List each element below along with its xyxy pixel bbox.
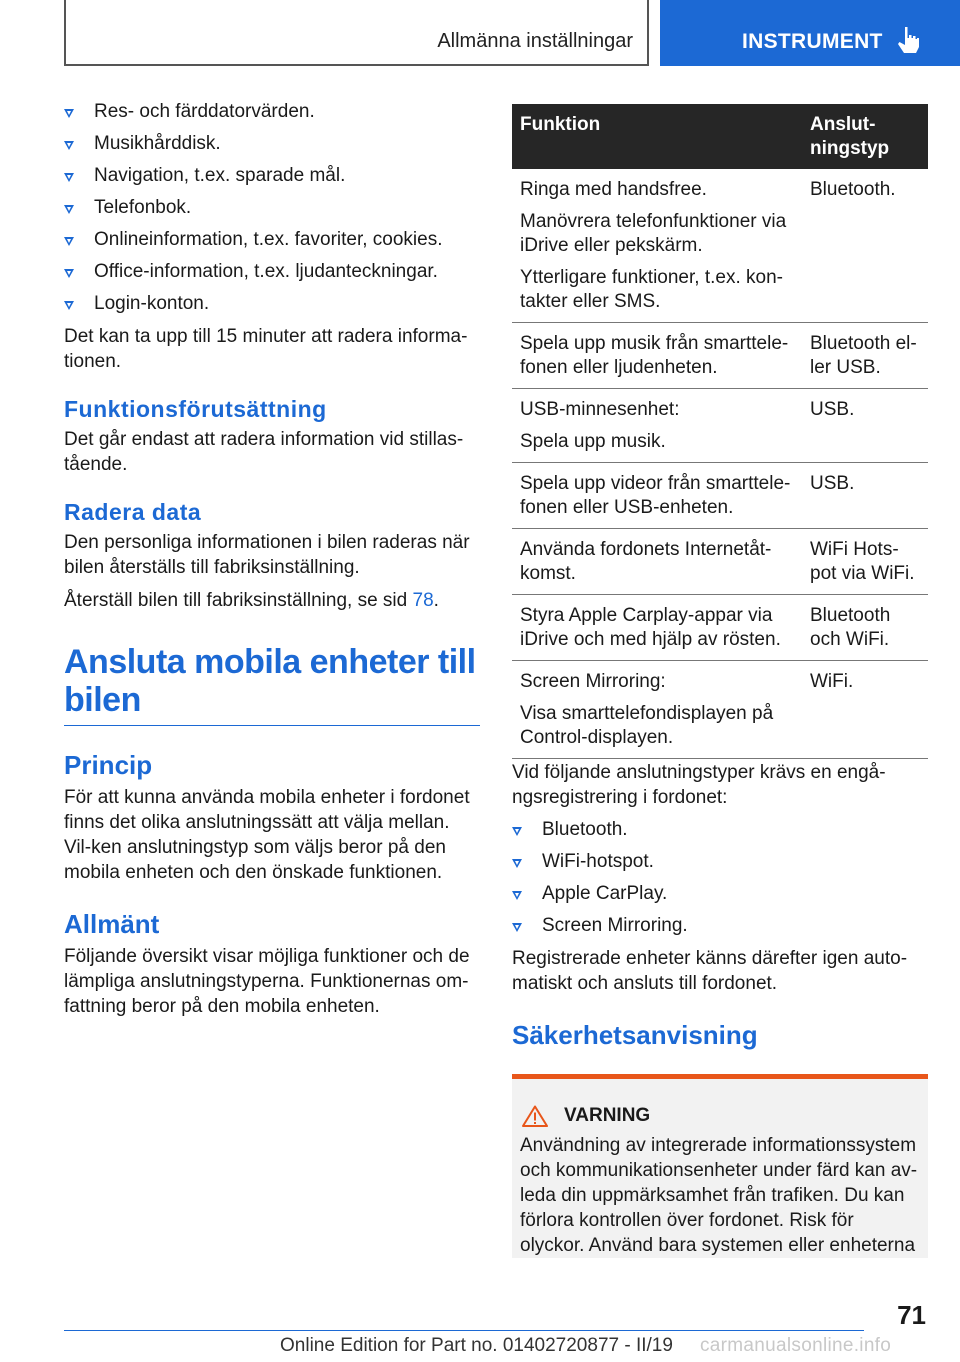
bullet-triangle-icon — [512, 923, 522, 932]
page-number: 71 — [897, 1300, 926, 1330]
list-item: Bluetooth. — [512, 818, 928, 842]
data-bullet-list — [64, 100, 480, 316]
footer-edition: Online Edition for Part no. 01402720877 - II/19 — [280, 1335, 673, 1356]
table-row — [512, 595, 928, 661]
bullet-triangle-icon — [512, 859, 522, 868]
prerequisite-heading: Funktionsförutsättning — [64, 396, 327, 422]
bullet-triangle-icon — [64, 237, 74, 246]
table-row — [512, 323, 928, 389]
table-cell-connection: Bluetooth och WiFi. — [802, 595, 928, 661]
column-header-connection: Anslut- ningstyp — [802, 104, 928, 169]
delete-data-paragraph: Den personliga informationen i bilen raderas när bilen återställs till fabriksinställning. — [64, 532, 470, 578]
general-paragraph: Följande översikt visar möjliga funktioner och de lämpliga anslutningstyperna. Funktionernas om-fattning beror på den mobila enheten. — [64, 946, 470, 1017]
list-item: Screen Mirroring. — [512, 914, 928, 938]
list-item: Onlineinformation, t.ex. favoriter, cookies. — [64, 228, 480, 252]
table-row — [512, 463, 928, 529]
prerequisite-paragraph: Det går endast att radera information vid stillas-tående. — [64, 429, 464, 475]
table-cell-connection: Bluetooth. — [802, 169, 928, 323]
warning-title: VARNING — [564, 1105, 651, 1126]
bullet-triangle-icon — [64, 141, 74, 150]
list-item: Apple CarPlay. — [512, 882, 928, 906]
safety-heading: Säkerhetsanvisning — [512, 1020, 758, 1050]
page-reference-link[interactable]: 78 — [412, 590, 434, 611]
connection-type-list — [512, 818, 928, 938]
auto-connect-paragraph: Registrerade enheter känns därefter igen auto-matiskt och ansluts till fordonet. — [512, 948, 908, 994]
principle-heading: Princip — [64, 750, 153, 780]
warning-icon — [522, 1105, 548, 1127]
header-chapter-tab[interactable] — [660, 0, 960, 66]
list-item: WiFi-hotspot. — [512, 850, 928, 874]
bullet-triangle-icon — [64, 205, 74, 214]
list-item: Musikhårddisk. — [64, 132, 480, 156]
bullet-triangle-icon — [64, 301, 74, 310]
delete-time-paragraph: Det kan ta upp till 15 minuter att radera informa-tionen. — [64, 326, 468, 372]
warning-box — [512, 1074, 928, 1258]
right-column — [512, 760, 928, 1051]
hand-pointer-icon — [896, 26, 920, 54]
bullet-triangle-icon — [512, 891, 522, 900]
header-chapter-label: INSTRUMENT — [742, 30, 883, 53]
table-header-row — [512, 104, 928, 169]
footer-divider — [64, 1330, 864, 1331]
table-cell-connection: USB. — [802, 463, 928, 529]
connection-table — [512, 104, 928, 759]
warning-text: Användning av integrerade informationssystem och kommunikationsenheter under färd kan av-leda din uppmärksamhet från trafiken. Du kan förlora kontrollen över fordonet. Risk för olyckor. Använd bara systemen eller enheterna — [520, 1135, 918, 1256]
table-cell-connection: WiFi Hots-pot via WiFi. — [802, 529, 928, 595]
delete-data-heading: Radera data — [64, 499, 202, 525]
bullet-triangle-icon — [64, 109, 74, 118]
table-row — [512, 389, 928, 463]
list-item: Telefonbok. — [64, 196, 480, 220]
header-section-box — [64, 0, 649, 66]
table-row — [512, 529, 928, 595]
list-item: Res- och färddatorvärden. — [64, 100, 480, 124]
table-cell-function: Screen Mirroring: Visa smarttelefondisplayen på Control-displayen. — [512, 661, 802, 759]
table-cell-connection: Bluetooth el-ler USB. — [802, 323, 928, 389]
header-section-title: Allmänna inställningar — [437, 30, 633, 52]
table-row — [512, 169, 928, 323]
registration-paragraph: Vid följande anslutningstyper krävs en engå-ngsregistrering i fordonet: — [512, 762, 886, 808]
bullet-triangle-icon — [64, 173, 74, 182]
table-row — [512, 661, 928, 759]
principle-paragraph: För att kunna använda mobila enheter i fordonet finns det olika anslutningssätt att välja mellan. Vil-ken anslutningstyp som väljs beror på den mobila enheten och den önskade funktionen. — [64, 787, 470, 883]
left-column — [64, 100, 480, 1027]
column-header-function: Funktion — [512, 104, 802, 169]
footer-watermark[interactable]: carmanualsonline.info — [700, 1335, 892, 1356]
table-cell-function: Ringa med handsfree. Manövrera telefonfunktioner via iDrive eller pekskärm. Ytterligare funktioner, t.ex. kon-takter eller SMS. — [512, 169, 802, 323]
general-heading: Allmänt — [64, 909, 160, 939]
list-item: Office-information, t.ex. ljudanteckningar. — [64, 260, 480, 284]
bullet-triangle-icon — [64, 269, 74, 278]
bullet-triangle-icon — [512, 827, 522, 836]
table-cell-connection: USB. — [802, 389, 928, 463]
table-cell-function: Spela upp videor från smarttele-fonen eller USB-enheten. — [512, 463, 802, 529]
table-cell-function: USB-minnesenhet: Spela upp musik. — [512, 389, 802, 463]
list-item: Login-konton. — [64, 292, 480, 316]
table-cell-connection: WiFi. — [802, 661, 928, 759]
reset-paragraph: Återställ bilen till fabriksinställning, se sid 78. — [64, 590, 439, 611]
connect-devices-heading: Ansluta mobila enheter till bilen — [64, 643, 480, 726]
table-cell-function: Använda fordonets Internetåt-komst. — [512, 529, 802, 595]
table-cell-function: Styra Apple Carplay-appar via iDrive och med hjälp av rösten. — [512, 595, 802, 661]
list-item: Navigation, t.ex. sparade mål. — [64, 164, 480, 188]
table-cell-function: Spela upp musik från smarttele-fonen eller ljudenheten. — [512, 323, 802, 389]
